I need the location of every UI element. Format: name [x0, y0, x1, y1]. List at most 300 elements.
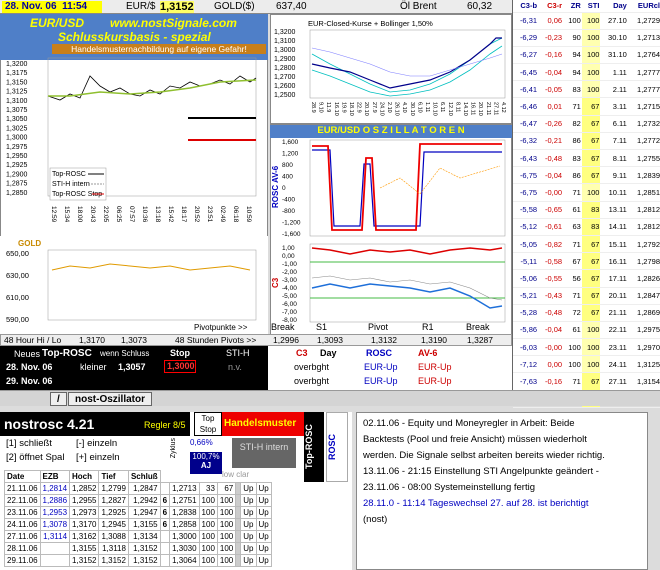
bollinger-xtick: 4.12: [500, 102, 506, 113]
main-xtick: 18:17: [180, 206, 187, 223]
note-blue-line: 28.11.0 - 11:14 Tageswechsel 27. auf 28. ist berichtigt: [363, 498, 589, 509]
bollinger-xtick: 22.9: [355, 102, 362, 113]
overbght-2: overbght: [294, 376, 330, 386]
right-strip-cell: 67: [582, 253, 601, 270]
right-strip-row: [513, 150, 660, 167]
c3-ytick: -3,00: [282, 277, 297, 284]
date-time-box: [2, 1, 102, 13]
right-strip-row: [513, 46, 660, 63]
main-ytick: 1,3175: [6, 70, 28, 78]
right-strip-cell: 94: [563, 64, 582, 81]
right-strip-cell: 14.11: [600, 218, 627, 235]
hi-value: 1,3170: [79, 335, 105, 345]
main-xtick: 10:59: [245, 206, 252, 223]
rosc-ytick: 0: [282, 185, 286, 192]
right-strip-row: [513, 81, 660, 98]
main-xtick: 10:36: [141, 206, 148, 223]
pivot-head-1: S1: [316, 322, 328, 332]
right-strip-cell: -0,48: [538, 150, 563, 167]
right-strip-cell: 100: [582, 356, 601, 373]
pivot-head-0: Break: [271, 322, 295, 332]
pivots-label: 48 Stunden Pivots >>: [175, 335, 257, 345]
main-ytick: 1,2950: [6, 153, 28, 160]
main-xtick: 23:51: [206, 206, 213, 223]
right-strip-cell: 100: [582, 29, 601, 46]
right-strip-row: [513, 184, 660, 201]
right-strip-cell: -5,21: [513, 287, 538, 304]
right-strip-cell: 15.11: [600, 235, 627, 252]
right-strip-cell: -6,47: [513, 115, 538, 132]
right-strip-cell: 0,01: [538, 98, 563, 115]
right-data-table: [513, 0, 660, 408]
right-strip-cell: 100: [563, 339, 582, 356]
right-strip-cell: 1,2729: [628, 12, 660, 29]
right-strip-cell: 27.11: [600, 373, 627, 390]
right-strip-cell: -6,46: [513, 98, 538, 115]
nostrosc-col-header: Tief: [99, 471, 128, 483]
right-strip-cell: 1,3125: [628, 356, 660, 373]
right-strip-cell: 61: [563, 201, 582, 218]
right-strip-header: C3-r: [538, 0, 563, 12]
c3-ytick: -2,00: [282, 269, 297, 276]
main-ytick: 1,2925: [6, 162, 28, 170]
right-strip-cell: -0,21: [538, 132, 563, 149]
right-strip-cell: 100: [582, 81, 601, 98]
main-xtick: 20:52: [193, 206, 200, 223]
regler-label: Regler 8/5: [144, 420, 186, 430]
pivot-val-0: 1,2996: [273, 335, 299, 345]
nostrosc-cell: 1,3000: [170, 531, 199, 543]
nostrosc-cell: 1,2814: [40, 483, 69, 495]
nostrosc-row: [5, 519, 272, 531]
nostrosc-cell: 21.11.06: [5, 483, 41, 495]
top-bar: [0, 0, 512, 14]
right-strip-cell: -0,16: [538, 373, 563, 390]
right-strip-cell: 8.11: [600, 150, 627, 167]
right-strip-row: [513, 29, 660, 46]
right-strip-cell: 67: [582, 373, 601, 390]
main-ytick: 1,3025: [6, 125, 28, 133]
nostrosc-cell: 1,3155: [70, 543, 99, 555]
right-strip-header: EURcl: [628, 0, 660, 12]
nostrosc-header: [0, 412, 190, 436]
right-strip-cell: -0,05: [538, 81, 563, 98]
nostrosc-cell: 6: [160, 495, 169, 507]
bollinger-ytick: 1,2800: [274, 65, 296, 72]
main-xtick: 06:18: [232, 206, 239, 223]
legend-sti: STI-H intern: [52, 181, 90, 188]
nostrosc-cell: Up: [241, 531, 256, 543]
right-strip-cell: 1,2732: [628, 115, 660, 132]
right-strip-cell: 24.11: [600, 356, 627, 373]
note-line-3: 13.11.06 - 21:15 Einstellung STI Angelpunkte geändert -: [363, 466, 599, 477]
nostrosc-cell: 1,3152: [128, 555, 160, 567]
opt2-label[interactable]: [2] öffnet Spal: [6, 452, 65, 463]
legend-stop: Top-ROSC Stop: [52, 191, 103, 198]
pivot-val-2: 1,3132: [371, 335, 397, 345]
right-strip-row: [513, 287, 660, 304]
nostrosc-cell: 6: [160, 507, 169, 519]
pivot-row: [0, 334, 512, 346]
opt1b-label[interactable]: [-] einzeln: [76, 438, 118, 449]
right-strip-cell: -0,61: [538, 218, 563, 235]
gold-title: GOLD: [18, 239, 42, 248]
right-strip-cell: 17.11: [600, 270, 627, 287]
right-strip-cell: 61: [563, 321, 582, 338]
right-strip-cell: 1,2772: [628, 132, 660, 149]
bollinger-xtick: 9.10: [317, 102, 324, 113]
right-strip-cell: -5,06: [513, 270, 538, 287]
nostrosc-cell: 33: [199, 483, 217, 495]
kleiner-value: 1,3057: [118, 362, 146, 372]
nostrosc-cell: 1,3118: [99, 543, 128, 555]
nostrosc-cell: 1,2945: [99, 519, 128, 531]
nostrosc-row: [5, 531, 272, 543]
lo-value: 1,3073: [121, 335, 147, 345]
wenn-label: wenn Schluss: [100, 349, 150, 358]
right-strip-cell: 1.11: [600, 64, 627, 81]
right-strip-cell: 1,2812: [628, 218, 660, 235]
note-line-0: 02.11.06 - Equity und Moneyregler in Arbeit: Beide: [363, 418, 575, 429]
right-strip-cell: -5,05: [513, 235, 538, 252]
nostrosc-cell: 1,3078: [40, 519, 69, 531]
main-ytick: 1,3100: [6, 97, 28, 105]
right-strip-cell: 27.10: [600, 12, 627, 29]
bollinger-xtick: 6.11: [439, 102, 446, 113]
right-strip-header: C3-b: [513, 0, 538, 12]
oil-label: Öl Brent: [400, 1, 437, 12]
bollinger-title: EUR-Closed-Kurse + Bollinger 1,50%: [308, 19, 433, 28]
bollinger-ytick: 1,2600: [274, 83, 296, 90]
zyklus-label: Zyklus: [170, 438, 177, 459]
right-strip-row: [513, 356, 660, 373]
oil-value: 60,32: [467, 1, 493, 12]
right-strip-row: [513, 270, 660, 287]
main-xtick: 22:05: [102, 206, 109, 223]
rosc-ytick: 800: [282, 162, 293, 169]
nostrosc-cell: 100: [217, 543, 235, 555]
nostrosc-cell: [40, 543, 69, 555]
right-strip-cell: 67: [582, 150, 601, 167]
right-strip-cell: -0,16: [538, 46, 563, 63]
right-strip-cell: 71: [563, 235, 582, 252]
nostrosc-cell: 100: [199, 543, 217, 555]
nostrosc-cell: 1,2953: [40, 507, 69, 519]
top-stop-header: Top Stop: [194, 412, 222, 436]
nostrosc-cell: 100: [199, 555, 217, 567]
day-box: [268, 346, 512, 390]
right-strip-cell: 1,2713: [628, 29, 660, 46]
right-strip-cell: 67: [582, 304, 601, 321]
right-strip-cell: 67: [582, 115, 601, 132]
nostrosc-cell: 1,2847: [128, 483, 160, 495]
right-strip-cell: -6,45: [513, 64, 538, 81]
right-strip-cell: -0,04: [538, 64, 563, 81]
right-strip-row: [513, 218, 660, 235]
tab-nost-oszillator[interactable]: nost-Oszillator: [68, 392, 152, 406]
nostrosc-cell: 1,2713: [170, 483, 199, 495]
nostrosc-cell: 1,3170: [70, 519, 99, 531]
note-line-4: 23.11.06 - 08:00 Systemeinstellung fertig: [363, 482, 535, 493]
hilo-label: 48 Hour Hi / Lo: [4, 335, 62, 345]
nostrosc-col-header: Hoch: [70, 471, 99, 483]
bollinger-ytick: 1,3200: [274, 29, 296, 36]
gold-ytick: 630,00: [6, 271, 29, 280]
subtitle: Schlusskursbasis - spezial: [58, 30, 211, 44]
legend-top-rosc: Top-ROSC: [52, 171, 86, 178]
rosc-col-header: ROSC: [326, 412, 348, 482]
nostrosc-cell: 100: [199, 495, 217, 507]
bollinger-ytick: 1,3100: [274, 38, 296, 45]
right-strip-header: Day: [600, 0, 627, 12]
right-strip-cell: 67: [563, 253, 582, 270]
rosc-up-1: EUR-Up: [364, 362, 398, 372]
right-strip-cell: 100: [582, 12, 601, 29]
main-ytick: 1,3125: [6, 88, 28, 96]
main-xtick: 02:49: [219, 206, 226, 223]
right-strip-cell: -0,48: [538, 304, 563, 321]
bollinger-xtick: 28.9: [310, 102, 316, 113]
right-strip-cell: 1,2755: [628, 150, 660, 167]
bollinger-xtick: 18.10: [348, 102, 354, 116]
right-strip-row: [513, 235, 660, 252]
nostrosc-cell: Up: [241, 495, 256, 507]
nostrosc-row: [5, 543, 272, 555]
right-strip-cell: -5,28: [513, 304, 538, 321]
pivot-heads: [270, 322, 512, 334]
main-xtick: 15:42: [167, 206, 174, 223]
right-strip-cell: -7,12: [513, 356, 538, 373]
right-strip-cell: 86: [563, 167, 582, 184]
note-line-2: werden. Die Signale selbst arbeiten bereits wieder richtig.: [363, 450, 605, 461]
right-strip-row: [513, 339, 660, 356]
right-strip-cell: 30.10: [600, 29, 627, 46]
bollinger-xtick: 19.9: [340, 102, 347, 113]
right-strip-cell: 71: [563, 184, 582, 201]
main-xtick: 15:34: [63, 206, 70, 223]
bollinger-chart: [270, 14, 512, 124]
nostrosc-cell: 1,2858: [170, 519, 199, 531]
nostrosc-cell: 1,2942: [128, 495, 160, 507]
right-strip-cell: 67: [582, 98, 601, 115]
rosc-axis-label: ROSC AV-6: [271, 165, 280, 208]
bollinger-xtick: 8.11: [454, 102, 461, 113]
right-strip-cell: -0,00: [538, 339, 563, 356]
gold-ytick: 610,00: [6, 293, 29, 302]
right-strip-cell: 71: [563, 287, 582, 304]
lowclar-label: low clar: [222, 470, 250, 479]
right-strip-cell: -0,58: [538, 253, 563, 270]
right-strip-cell: 2.11: [600, 81, 627, 98]
c3-ytick: 1,00: [282, 245, 295, 252]
bollinger-xtick: 1.11: [424, 102, 430, 113]
gold-label: GOLD($): [214, 1, 255, 12]
right-strip-cell: 83: [582, 218, 601, 235]
overbght-1: overbght: [294, 362, 330, 372]
right-strip-cell: 82: [563, 115, 582, 132]
nostrosc-row: [5, 507, 272, 519]
bollinger-xtick: 27.9: [370, 102, 377, 113]
right-strip-cell: 23.11: [600, 339, 627, 356]
nostrosc-cell: Up: [256, 543, 271, 555]
nostrosc-cell: 1,3134: [128, 531, 160, 543]
opt1-label[interactable]: [1] schließt: [6, 438, 52, 449]
main-ytick: 1,2875: [6, 180, 28, 188]
right-strip-row: [513, 373, 660, 390]
nostrosc-cell: Up: [256, 507, 271, 519]
nostrosc-col-header: EZB: [40, 471, 69, 483]
bollinger-xtick: 4.10: [401, 102, 408, 113]
c3-ytick: -1,00: [282, 261, 297, 268]
right-strip-cell: 6.11: [600, 115, 627, 132]
tab-slash[interactable]: /: [50, 392, 67, 406]
right-strip-cell: -0,43: [538, 287, 563, 304]
bollinger-xtick: 30.10: [408, 102, 415, 116]
right-strip-cell: 1,3154: [628, 373, 660, 390]
pivot-val-3: 1,3190: [421, 335, 447, 345]
bollinger-xtick: 21.11: [484, 102, 491, 116]
right-strip-cell: -0,23: [538, 29, 563, 46]
av6-label: AV-6: [418, 348, 438, 358]
c3-label: C3: [296, 348, 308, 358]
rosc-ytick: -800: [282, 208, 296, 215]
nostrosc-row: [5, 495, 272, 507]
right-strip-cell: 63: [563, 218, 582, 235]
pivot-head-2: Pivot: [368, 322, 389, 332]
nostrosc-cell: 100: [199, 519, 217, 531]
bollinger-xtick: 2.10: [386, 102, 392, 113]
rosc-ytick: -400: [282, 196, 296, 204]
right-strip-cell: -7,63: [513, 373, 538, 390]
right-strip-cell: 16.11: [600, 253, 627, 270]
top-rosc-col-header: Top-ROSC: [304, 412, 324, 482]
nostrosc-col-header: Date: [5, 471, 41, 483]
nostrosc-cell: 1,2886: [40, 495, 69, 507]
nostrosc-cell: 1,2973: [70, 507, 99, 519]
nostrosc-cell: 1,3152: [128, 543, 160, 555]
nostrosc-cell: Up: [241, 507, 256, 519]
nostrosc-col-header: Schluß: [128, 471, 160, 483]
rosc-up-2: EUR-Up: [364, 376, 398, 386]
right-strip-row: [513, 253, 660, 270]
pivot-val-4: 1,3287: [467, 335, 493, 345]
nostrosc-cell: 1,2838: [170, 507, 199, 519]
right-strip-cell: 100: [582, 184, 601, 201]
nostrosc-cell: 1,3088: [99, 531, 128, 543]
nostrosc-cell: 100: [217, 531, 235, 543]
nostrosc-cell: 29.11.06: [5, 555, 41, 567]
nostrosc-cell: Up: [241, 543, 256, 555]
right-strip-cell: 1,2839: [628, 167, 660, 184]
pivot-head-4: Break: [466, 322, 490, 332]
nostrosc-cell: 1,2827: [99, 495, 128, 507]
nostrosc-cell: 100: [217, 555, 235, 567]
right-strip-row: [513, 12, 660, 29]
bollinger-xtick: 10.10: [431, 102, 438, 116]
nostrosc-cell: 1,2955: [70, 495, 99, 507]
nostrosc-cell: 1,3114: [40, 531, 69, 543]
nostrosc-cell: [160, 531, 169, 543]
gold-ytick: 650,00: [6, 249, 29, 258]
right-strip-cell: 94: [563, 46, 582, 63]
bollinger-xtick: 24.10: [378, 102, 385, 116]
rosc-label: ROSC: [366, 348, 393, 358]
nostrosc-cell: 28.11.06: [5, 543, 41, 555]
right-strip-cell: 1,2847: [628, 287, 660, 304]
nostrosc-cell: Up: [241, 555, 256, 567]
right-strip-cell: 7.11: [600, 132, 627, 149]
nostrosc-cell: 1,3030: [170, 543, 199, 555]
right-strip-cell: 86: [563, 132, 582, 149]
nostrosc-cell: 24.11.06: [5, 519, 41, 531]
right-strip-cell: 1,2798: [628, 253, 660, 270]
right-strip-cell: 31.10: [600, 46, 627, 63]
right-strip-header: STI: [582, 0, 601, 12]
c3-ytick: -6,00: [282, 301, 297, 308]
bollinger-xtick: 16.10: [332, 102, 339, 116]
main-ytick: 1,2850: [6, 189, 28, 197]
date-label: 28. Nov. 06: [5, 1, 57, 12]
nostrosc-cell: 1,3162: [70, 531, 99, 543]
right-strip-cell: 21.11: [600, 304, 627, 321]
note-last: (nost): [363, 514, 388, 525]
right-strip-cell: 67: [582, 167, 601, 184]
right-strip-cell: -0,55: [538, 270, 563, 287]
nostrosc-cell: Up: [241, 519, 256, 531]
nostrosc-cell: 1,2751: [170, 495, 199, 507]
right-strip-cell: -6,75: [513, 167, 538, 184]
bollinger-xtick: 20.10: [477, 102, 484, 116]
bollinger-ytick: 1,3000: [274, 47, 296, 54]
right-strip-cell: -5,11: [513, 253, 538, 270]
right-strip-cell: 1,2764: [628, 46, 660, 63]
right-strip-cell: -6,43: [513, 150, 538, 167]
main-xtick: 13:18: [154, 206, 161, 223]
main-ytick: 1,3075: [6, 107, 28, 114]
main-xtick: 20:43: [89, 206, 96, 223]
right-strip-cell: -0,65: [538, 201, 563, 218]
right-strip-cell: 1,2777: [628, 81, 660, 98]
right-strip-cell: -0,26: [538, 115, 563, 132]
right-strip-cell: 100: [582, 321, 601, 338]
right-strip-cell: 1,2851: [628, 184, 660, 201]
c3-ytick: -8,00: [282, 317, 297, 324]
nostrosc-cell: 1,3155: [128, 519, 160, 531]
right-strip-cell: -6,32: [513, 132, 538, 149]
right-strip-cell: 3.11: [600, 98, 627, 115]
right-strip-cell: 67: [582, 270, 601, 287]
c3-ytick: 0,00: [282, 253, 295, 260]
nostrosc-cell: 1,2947: [128, 507, 160, 519]
nostrosc-cell: 1,2799: [99, 483, 128, 495]
pct-label: 0,66%: [190, 438, 213, 447]
main-ytick: 1,3000: [6, 134, 28, 142]
right-strip-cell: -6,27: [513, 46, 538, 63]
right-strip-cell: 1,2777: [628, 64, 660, 81]
nostrosc-cell: Up: [256, 555, 271, 567]
right-strip-cell: 1,2975: [628, 321, 660, 338]
right-strip-cell: -6,41: [513, 81, 538, 98]
right-strip-cell: 100: [582, 339, 601, 356]
stop-value: 1,3000: [164, 360, 196, 373]
handelsmuster-header: Handelsmuster: [222, 412, 304, 436]
nostrosc-panel: [0, 412, 352, 570]
time-label: 11:54: [62, 1, 88, 12]
right-strip-cell: 10.11: [600, 184, 627, 201]
right-strip-cell: 9.11: [600, 167, 627, 184]
opt2b-label[interactable]: [+] einzeln: [76, 452, 120, 463]
nostrosc-cell: 100: [217, 519, 235, 531]
